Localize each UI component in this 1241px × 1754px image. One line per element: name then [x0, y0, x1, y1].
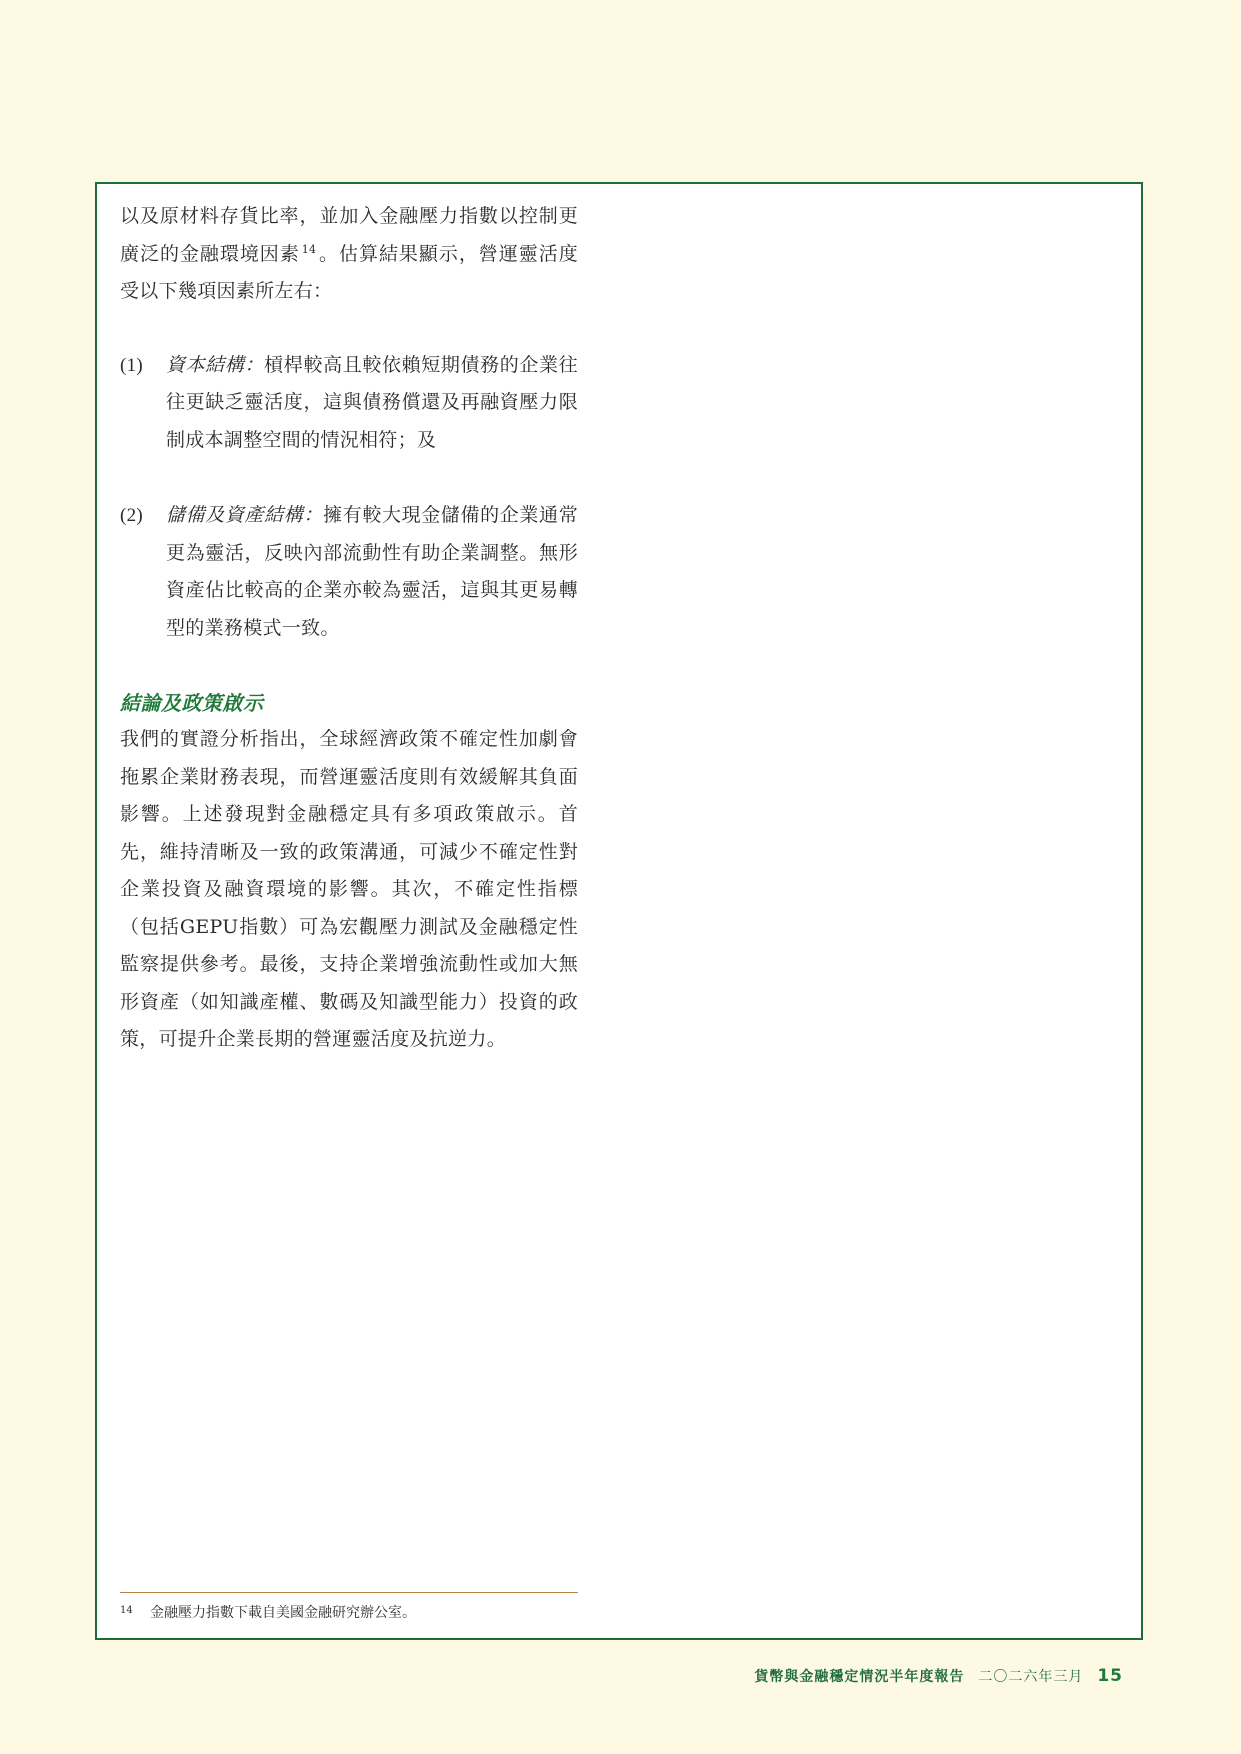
- list-item-heading: 儲備及資產結構：: [166, 504, 324, 526]
- list-item-number: (2): [120, 505, 144, 526]
- footnote-divider: [120, 1592, 578, 1593]
- intro-text-before-ref: 以及原材料存貨比率，並加入金融壓力指數以控制更廣泛的金融環境因素: [120, 205, 578, 265]
- intro-paragraph: [120, 198, 578, 311]
- report-title: 貨幣與金融穩定情況半年度報告: [754, 1669, 965, 1685]
- list-item-text: 擁有較大現金儲備的企業通常更為靈活，反映內部流動性有助企業調整。無形資產佔比較高的企業亦較為靈活，這與其更易轉型的業務模式一致。: [166, 504, 578, 639]
- section-paragraph: 我們的實證分析指出，全球經濟政策不確定性加劇會拖累企業財務表現，而營運靈活度則有效緩解其負面影響。上述發現對金融穩定具有多項政策啟示。首先，維持清晰及一致的政策溝通，可減少不確定性對企業投資及融資環境的影響。其次，不確定性指標（包括GEPU指數）可為宏觀壓力測試及金融穩定性監察提供參考。最後，支持企業增強流動性或加大無形資產（如知識產權、數碼及知識型能力）投資的政策，可提升企業長期的營運靈活度及抗逆力。: [120, 728, 578, 1050]
- list-item: [120, 347, 578, 460]
- footnote: [120, 1601, 578, 1623]
- page-number: 15: [1097, 1666, 1123, 1686]
- list-item: [120, 497, 578, 647]
- footnote-number: 14: [120, 1605, 133, 1616]
- report-date: 二〇二六年三月: [978, 1669, 1084, 1685]
- list-item-heading: 資本結構：: [166, 353, 265, 376]
- content-frame: [95, 182, 1143, 1640]
- section-heading: 結論及政策啟示: [120, 691, 264, 715]
- list-item-number: (1): [120, 354, 144, 376]
- page-footer: [754, 1666, 1123, 1686]
- footnote-reference[interactable]: 14: [301, 242, 317, 256]
- footnote-text: 金融壓力指數下載自美國金融研究辦公室。: [150, 1605, 416, 1621]
- intro-text-after-ref: 。估算結果顯示，營運靈活度受以下幾項因素所左右：: [120, 242, 578, 302]
- text-column: [120, 198, 578, 1059]
- list-item-text: 槓桿較高且較依賴短期債務的企業往往更缺乏靈活度，這與債務償還及再融資壓力限制成本調整空間的情況相符；及: [166, 353, 578, 451]
